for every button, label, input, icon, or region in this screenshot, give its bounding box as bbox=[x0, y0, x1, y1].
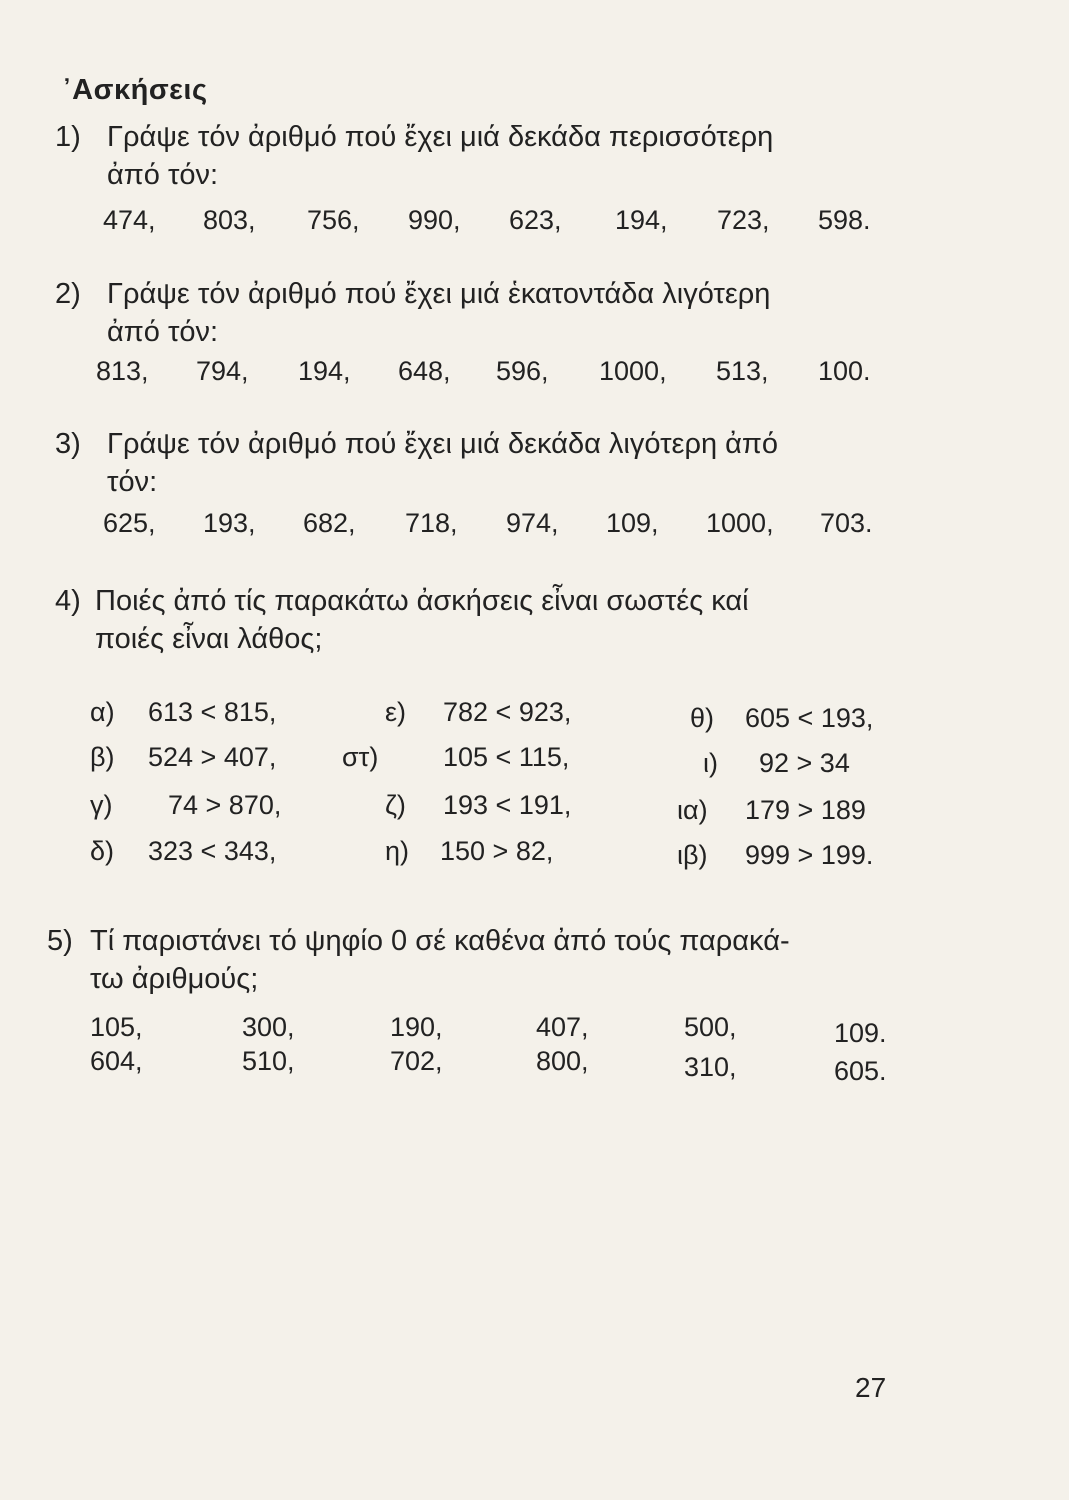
number-item: 800, bbox=[536, 1046, 589, 1076]
comparison-item: θ) 605 < 193, bbox=[690, 703, 874, 733]
number-item: 1000, bbox=[599, 356, 667, 386]
exercise-text-line: ἀπό τόν: bbox=[107, 159, 219, 191]
exercise-text-line: Γράψε τόν ἀριθμό πού ἔχει μιά ἑκατοντάδα λιγότερη bbox=[107, 278, 771, 310]
number-item: 510, bbox=[242, 1046, 295, 1076]
exercise-5-numbers-row-1 bbox=[90, 1012, 910, 1048]
number-item: 990, bbox=[408, 205, 461, 235]
exercise-text-line: Ποιές ἀπό τίς παρακάτω ἀσκήσεις εἶναι σωστές καί bbox=[95, 585, 749, 617]
section-title: ᾿Ασκήσεις bbox=[62, 74, 208, 106]
exercise-5 bbox=[47, 922, 967, 1002]
number-item: 109, bbox=[606, 508, 659, 538]
number-item: 194, bbox=[298, 356, 351, 386]
comparison-item: ε) 782 < 923, bbox=[385, 697, 572, 727]
number-item: 756, bbox=[307, 205, 360, 235]
exercise-text-line: τω ἀριθμούς; bbox=[90, 963, 259, 995]
number-item: 407, bbox=[536, 1012, 589, 1042]
number-item: 625, bbox=[103, 508, 156, 538]
number-item: 623, bbox=[509, 205, 562, 235]
exercise-text-line: τόν: bbox=[107, 466, 158, 498]
exercise-2 bbox=[55, 275, 955, 355]
number-item: 596, bbox=[496, 356, 549, 386]
exercise-text-line: Γράψε τόν ἀριθμό πού ἔχει μιά δεκάδα λιγότερη ἀπό bbox=[107, 428, 779, 460]
exercise-1-numbers bbox=[103, 205, 983, 241]
exercise-1 bbox=[55, 118, 955, 198]
number-item: 604, bbox=[90, 1046, 143, 1076]
comparison-item: ζ) 193 < 191, bbox=[385, 790, 572, 820]
exercise-3 bbox=[55, 425, 955, 505]
number-item: 718, bbox=[405, 508, 458, 538]
number-item: 190, bbox=[390, 1012, 443, 1042]
number-item: 513, bbox=[716, 356, 769, 386]
number-item: 194, bbox=[615, 205, 668, 235]
number-item: 702, bbox=[390, 1046, 443, 1076]
exercise-text-line: Τί παριστάνει τό ψηφίο 0 σέ καθένα ἀπό τούς παρακά- bbox=[90, 925, 790, 957]
comparison-item: α) 613 < 815, bbox=[90, 697, 277, 727]
number-item: 648, bbox=[398, 356, 451, 386]
exercise-text-line: ποιές εἶναι λάθος; bbox=[95, 623, 323, 655]
number-item: 310, bbox=[684, 1052, 737, 1082]
number-item: 605. bbox=[834, 1056, 887, 1086]
exercise-5-numbers-row-2 bbox=[90, 1046, 910, 1086]
number-item: 794, bbox=[196, 356, 249, 386]
number-item: 500, bbox=[684, 1012, 737, 1042]
exercise-text-line: Γράψε τόν ἀριθμό πού ἔχει μιά δεκάδα περισσότερη bbox=[107, 121, 774, 153]
exercise-number: 5) bbox=[47, 925, 73, 957]
exercise-number: 2) bbox=[55, 278, 81, 310]
comparison-item: ια) 179 > 189 bbox=[677, 795, 866, 825]
comparison-item: στ) 105 < 115, bbox=[342, 742, 570, 772]
page-number: 27 bbox=[855, 1372, 887, 1403]
exercise-text-line: ἀπό τόν: bbox=[107, 316, 219, 348]
number-item: 193, bbox=[203, 508, 256, 538]
comparison-item: γ) 74 > 870, bbox=[90, 790, 282, 820]
number-item: 723, bbox=[717, 205, 770, 235]
number-item: 474, bbox=[103, 205, 156, 235]
number-item: 105, bbox=[90, 1012, 143, 1042]
number-item: 1000, bbox=[706, 508, 774, 538]
number-item: 682, bbox=[303, 508, 356, 538]
exercise-2-numbers bbox=[96, 356, 986, 392]
comparison-item: δ) 323 < 343, bbox=[90, 836, 277, 866]
number-item: 598. bbox=[818, 205, 871, 235]
comparison-item: β) 524 > 407, bbox=[90, 742, 277, 772]
number-item: 100. bbox=[818, 356, 871, 386]
exercise-4 bbox=[55, 582, 955, 662]
number-item: 803, bbox=[203, 205, 256, 235]
comparison-item: ι) 92 > 34 bbox=[703, 748, 850, 778]
exercise-number: 4) bbox=[55, 585, 81, 617]
comparison-item: ιβ) 999 > 199. bbox=[677, 840, 874, 870]
number-item: 974, bbox=[506, 508, 559, 538]
number-item: 300, bbox=[242, 1012, 295, 1042]
exercise-3-numbers bbox=[103, 508, 983, 544]
comparison-item: η) 150 > 82, bbox=[385, 836, 554, 866]
number-item: 109. bbox=[834, 1018, 887, 1048]
number-item: 703. bbox=[820, 508, 873, 538]
number-item: 813, bbox=[96, 356, 149, 386]
exercise-number: 3) bbox=[55, 428, 81, 460]
exercise-number: 1) bbox=[55, 121, 81, 153]
